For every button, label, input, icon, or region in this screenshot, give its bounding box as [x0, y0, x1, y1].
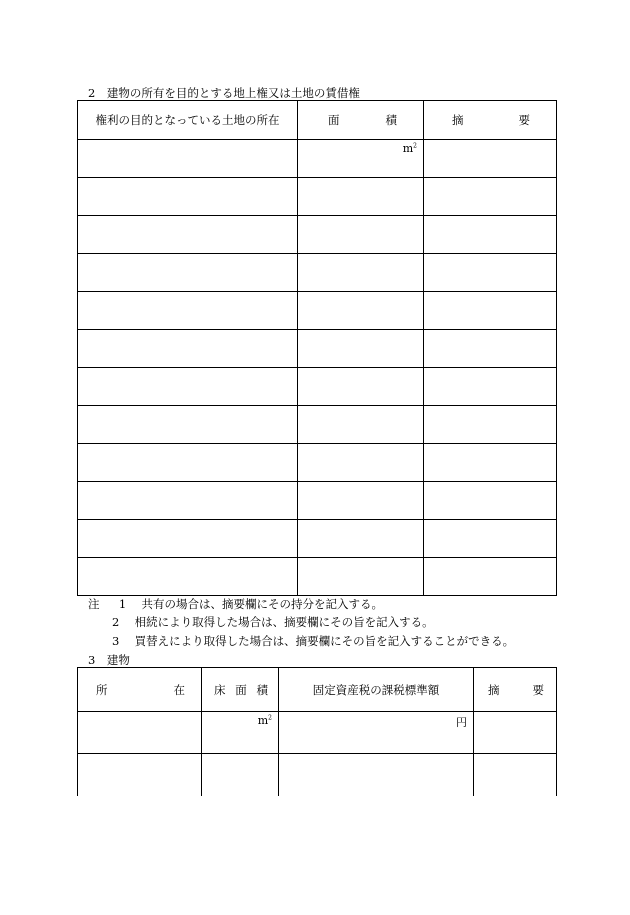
area-cell[interactable] — [298, 406, 424, 444]
buildings-header-row — [78, 668, 557, 712]
area-cell[interactable] — [298, 482, 424, 520]
header-building-remarks-char-1: 摘 — [488, 682, 500, 697]
remarks-cell[interactable] — [424, 406, 557, 444]
land-rights-table — [77, 100, 557, 596]
floor-area-cell[interactable] — [202, 712, 279, 754]
area-cell[interactable] — [298, 444, 424, 482]
remarks-cell[interactable] — [424, 520, 557, 558]
floor-area-cell[interactable] — [202, 754, 279, 796]
note-2 — [112, 614, 434, 630]
table-row — [78, 712, 557, 754]
building-remarks-cell[interactable] — [474, 754, 557, 796]
tax-value-cell[interactable] — [279, 754, 474, 796]
remarks-cell[interactable] — [424, 330, 557, 368]
header-building-location-char-2: 在 — [173, 682, 185, 697]
table-row — [78, 330, 557, 368]
land-location-cell[interactable] — [78, 444, 298, 482]
header-land-location-label: 権利の目的となっている土地の所在 — [95, 113, 280, 127]
area-cell[interactable] — [298, 330, 424, 368]
note-3 — [112, 633, 514, 649]
table-row — [78, 140, 557, 178]
table-row — [78, 558, 557, 596]
floor-area-unit-label — [202, 712, 278, 727]
table-row — [78, 520, 557, 558]
note-3-number: 3 — [112, 634, 120, 648]
header-tax-value — [279, 668, 474, 712]
land-location-cell[interactable] — [78, 140, 298, 178]
remarks-cell[interactable] — [424, 482, 557, 520]
land-location-cell[interactable] — [78, 216, 298, 254]
section3-heading: 3 建物 — [88, 653, 130, 667]
remarks-cell[interactable] — [424, 216, 557, 254]
land-location-cell[interactable] — [78, 368, 298, 406]
header-building-location-char-1: 所 — [96, 682, 108, 697]
header-area-char-2: 積 — [385, 113, 397, 127]
building-remarks-cell[interactable] — [474, 712, 557, 754]
buildings-table — [77, 667, 557, 796]
table-row — [78, 216, 557, 254]
building-location-cell[interactable] — [78, 754, 202, 796]
header-building-location — [78, 668, 202, 712]
land-location-cell[interactable] — [78, 520, 298, 558]
yen-unit: 円 — [456, 716, 467, 729]
note-1-number: 1 — [118, 597, 127, 611]
table-row — [78, 254, 557, 292]
note-1-text: 共有の場合は、摘要欄にその持分を記入する。 — [141, 597, 383, 611]
section2-heading: 2 建物の所有を目的とする地上権又は土地の賃借権 — [88, 86, 360, 100]
header-building-remarks-char-2: 要 — [532, 682, 544, 697]
area-cell[interactable] — [298, 254, 424, 292]
header-remarks-char-1: 摘 — [452, 113, 464, 127]
building-location-cell[interactable] — [78, 712, 202, 754]
remarks-cell[interactable] — [424, 558, 557, 596]
header-area — [298, 101, 424, 140]
header-floor-area-char-2: 面 — [235, 682, 247, 697]
land-location-cell[interactable] — [78, 558, 298, 596]
floor-area-unit: m — [257, 714, 269, 727]
header-floor-area — [202, 668, 279, 712]
table-row — [78, 178, 557, 216]
header-floor-area-char-1: 床 — [214, 682, 226, 697]
remarks-cell[interactable] — [424, 368, 557, 406]
area-cell[interactable] — [298, 140, 424, 178]
tax-value-cell[interactable] — [279, 712, 474, 754]
land-rights-header-row — [78, 101, 557, 140]
land-location-cell[interactable] — [78, 178, 298, 216]
area-unit-sup: 2 — [413, 142, 417, 150]
note-2-number: 2 — [112, 615, 120, 629]
floor-area-unit-sup: 2 — [268, 714, 272, 722]
remarks-cell[interactable] — [424, 178, 557, 216]
header-tax-value-label: 固定資産税の課税標準額 — [312, 682, 440, 697]
land-location-cell[interactable] — [78, 330, 298, 368]
land-location-cell[interactable] — [78, 292, 298, 330]
remarks-cell[interactable] — [424, 254, 557, 292]
header-area-char-1: 面 — [328, 113, 340, 127]
land-location-cell[interactable] — [78, 482, 298, 520]
remarks-cell[interactable] — [424, 292, 557, 330]
area-cell[interactable] — [298, 520, 424, 558]
area-cell[interactable] — [298, 292, 424, 330]
table-row — [78, 368, 557, 406]
area-cell[interactable] — [298, 368, 424, 406]
note-label: 注 — [88, 597, 100, 611]
header-floor-area-char-3: 積 — [256, 682, 268, 697]
table-row — [78, 292, 557, 330]
land-location-cell[interactable] — [78, 254, 298, 292]
note-2-text: 相続により取得した場合は、摘要欄にその旨を記入する。 — [134, 615, 434, 629]
header-remarks-char-2: 要 — [518, 113, 530, 127]
table-row — [78, 754, 557, 796]
note-1 — [88, 596, 383, 612]
area-unit-label — [298, 140, 423, 155]
table-row — [78, 406, 557, 444]
area-cell[interactable] — [298, 558, 424, 596]
remarks-cell[interactable] — [424, 140, 557, 178]
area-cell[interactable] — [298, 216, 424, 254]
header-building-remarks — [474, 668, 557, 712]
area-cell[interactable] — [298, 178, 424, 216]
land-location-cell[interactable] — [78, 406, 298, 444]
table-row — [78, 444, 557, 482]
note-3-text: 買替えにより取得した場合は、摘要欄にその旨を記入することができる。 — [134, 634, 515, 648]
header-remarks — [424, 101, 557, 140]
table-row — [78, 482, 557, 520]
header-land-location — [78, 101, 298, 140]
area-unit: m — [402, 142, 414, 155]
remarks-cell[interactable] — [424, 444, 557, 482]
